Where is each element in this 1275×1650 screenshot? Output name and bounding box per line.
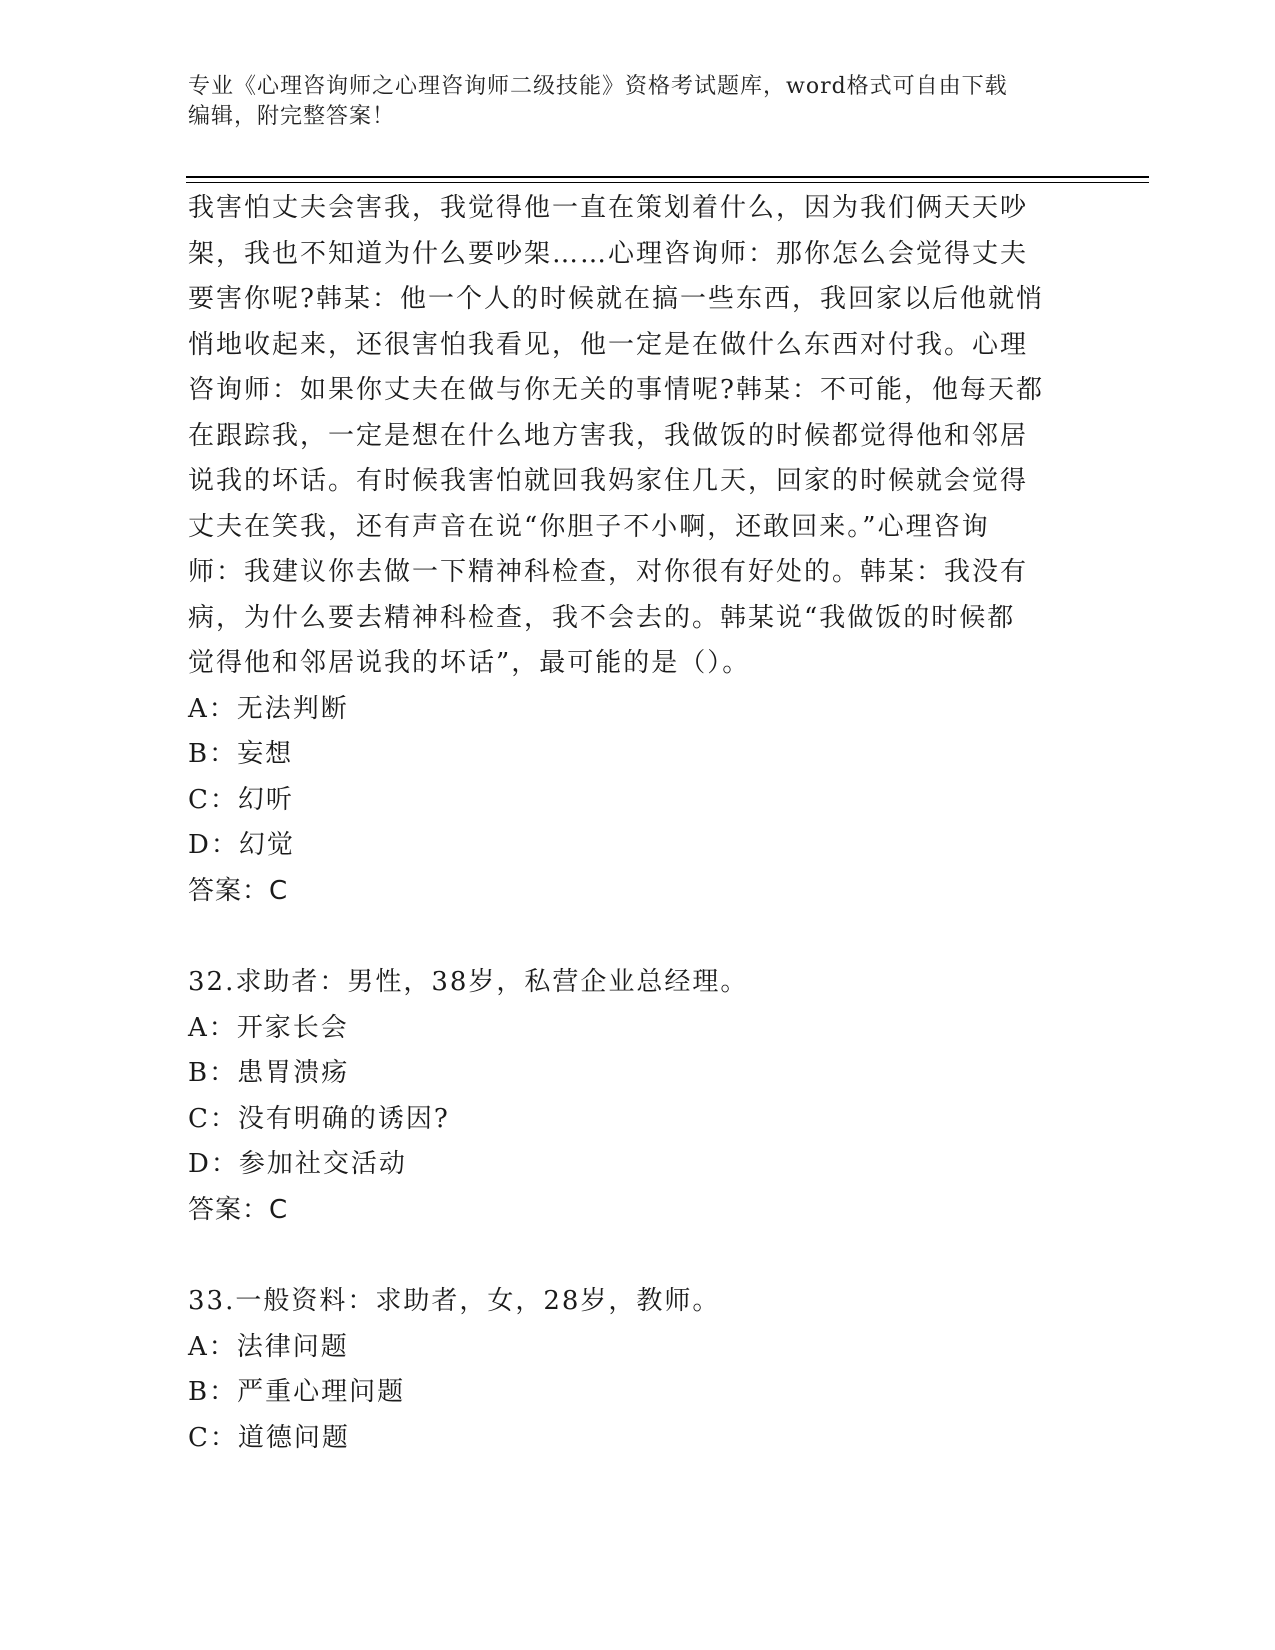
question-33-stem: 33.一般资料：求助者，女，28岁，教师。: [188, 1286, 721, 1316]
question-31-stem-line: 在跟踪我，一定是想在什么地方害我，我做饭的时候都觉得他和邻居: [188, 420, 1029, 451]
question-33: [188, 1279, 1068, 1461]
question-31-option-c: C：幻听: [188, 784, 294, 815]
question-31-stem-line: 说我的坏话。有时候我害怕就回我妈家住几天，回家的时候就会觉得: [188, 466, 1029, 496]
question-31-option-b: B：妄想: [188, 739, 294, 769]
question-31: [188, 186, 1068, 914]
question-31-stem-line: 师：我建议你去做一下精神科检查，对你很有好处的。韩某：我没有: [188, 557, 1029, 587]
question-32-option-d: D：参加社交活动: [188, 1149, 407, 1179]
question-32-answer: 答案：C: [188, 1194, 289, 1225]
question-33-option-b: B：严重心理问题: [188, 1377, 406, 1407]
question-33-option-c: C：道德问题: [188, 1422, 350, 1453]
header-line-1: 专业《心理咨询师之心理咨询师二级技能》资格考试题库，word格式可自由下载: [188, 74, 1008, 99]
question-32-option-a: A：开家长会: [188, 1012, 349, 1043]
question-32-option-c: C：没有明确的诱因?: [188, 1103, 450, 1134]
header-line-2: 编辑，附完整答案！: [188, 104, 396, 129]
question-31-option-a: A：无法判断: [188, 693, 349, 724]
question-spacer: [188, 914, 1068, 960]
question-spacer: [188, 1233, 1068, 1279]
question-content: [188, 186, 1068, 1461]
question-33-option-a: A：法律问题: [188, 1331, 349, 1362]
question-31-stem-line: 架，我也不知道为什么要吵架……心理咨询师：那你怎么会觉得丈夫: [188, 238, 1029, 269]
question-31-stem-line: 悄地收起来，还很害怕我看见，他一定是在做什么东西对付我。心理: [188, 329, 1029, 360]
header-divider-thin: [186, 182, 1149, 183]
question-31-stem-line: 要害你呢?韩某：他一个人的时候就在搞一些东西，我回家以后他就悄: [188, 284, 1044, 314]
question-32-option-b: B：患胃溃疡: [188, 1058, 350, 1088]
question-31-stem-line: 病，为什么要去精神科检查，我不会去的。韩某说“我做饭的时候都: [188, 602, 1016, 633]
question-32: [188, 960, 1068, 1233]
question-31-stem-line: 觉得他和邻居说我的坏话”，最可能的是（）。: [188, 648, 751, 678]
header-divider-thick: [186, 176, 1149, 178]
question-32-stem: 32.求助者：男性，38岁，私营企业总经理。: [188, 967, 749, 997]
question-31-stem-line: 咨询师：如果你丈夫在做与你无关的事情呢?韩某：不可能，他每天都: [188, 375, 1044, 405]
question-31-stem-line: 我害怕丈夫会害我，我觉得他一直在策划着什么，因为我们俩天天吵: [188, 193, 1029, 223]
question-31-option-d: D：幻觉: [188, 830, 295, 860]
question-31-answer: 答案：C: [188, 875, 289, 906]
question-31-stem-line: 丈夫在笑我，还有声音在说“你胆子不小啊，还敢回来。”心理咨询: [188, 511, 990, 542]
page-header: [188, 72, 1078, 132]
